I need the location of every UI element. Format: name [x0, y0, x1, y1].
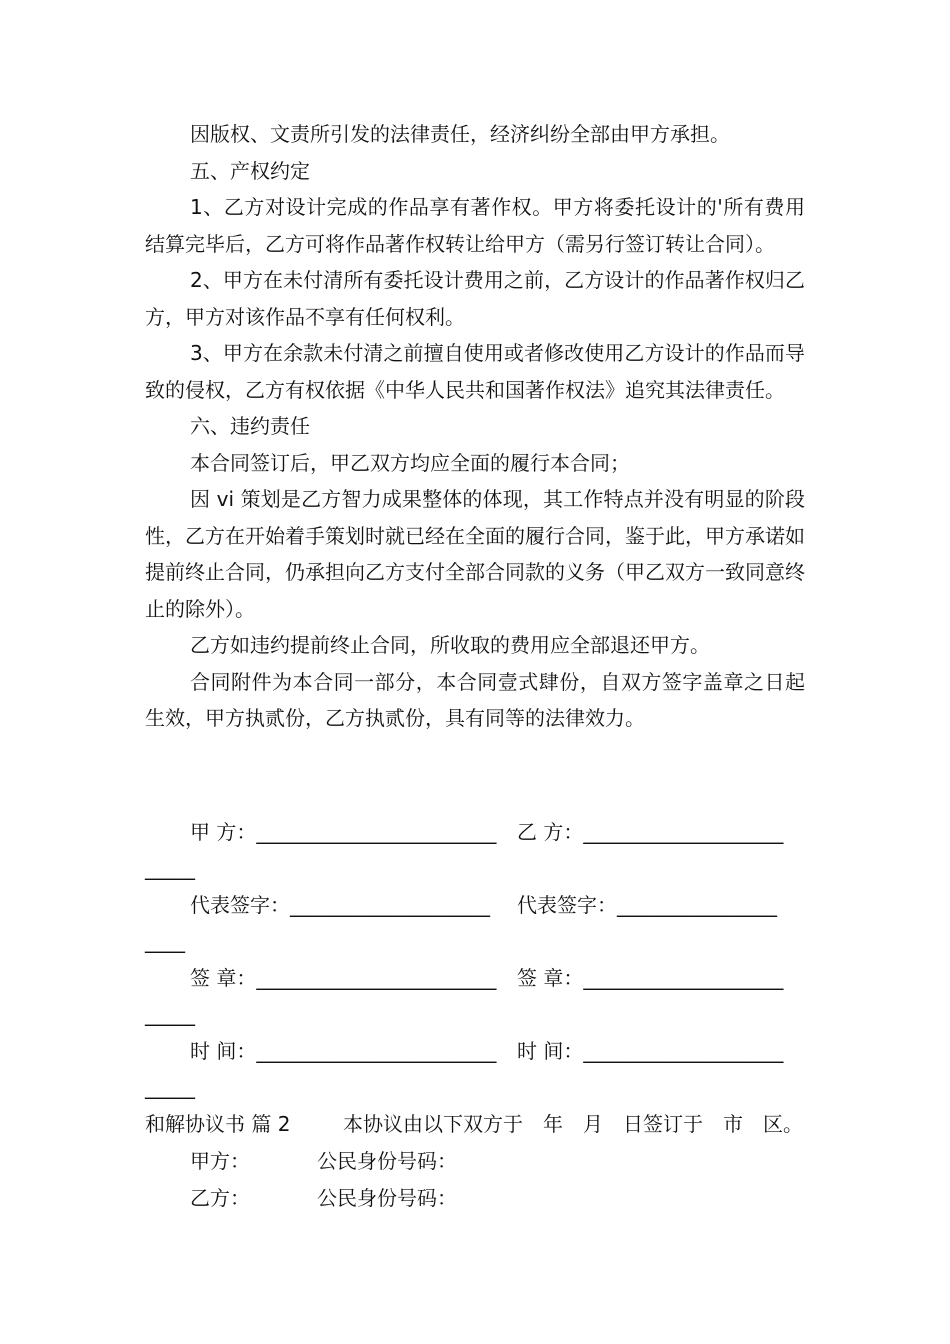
- party-b-id-label: 公民身份号码：: [317, 1186, 457, 1210]
- underline-continuation: _____: [145, 856, 195, 880]
- party-b-seal-field: 签 章：____________________: [517, 966, 784, 990]
- party-a-id-label: 公民身份号码：: [317, 1149, 457, 1173]
- party-a-field: 甲 方：________________________: [190, 820, 497, 844]
- signature-row-seal: [145, 960, 805, 1032]
- underline-continuation: ____: [145, 929, 185, 953]
- party-a-date-field: 时 间：________________________: [190, 1039, 497, 1063]
- paragraph: 合同附件为本合同一部分，本合同壹式肆份，自双方签字盖章之日起生效，甲方执贰份，乙方执贰份，具有同等的法律效力。: [145, 669, 805, 730]
- section-heading: 六、违约责任: [190, 414, 310, 438]
- party-b-representative-field: 代表签字：________________: [517, 893, 777, 917]
- party-b-date-field: 时 间：____________________: [517, 1039, 784, 1063]
- underline-continuation: _____: [145, 1002, 195, 1026]
- party-b-field: 乙 方：____________________: [517, 820, 784, 844]
- party-a-representative-field: 代表签字：____________________: [190, 893, 490, 917]
- party-a-label: 甲方：: [190, 1149, 250, 1173]
- paragraph: 1、乙方对设计完成的作品享有著作权。甲方将委托设计的'所有费用结算完毕后，乙方可将作品著作权转让给甲方（需另行签订转让合同）。: [145, 195, 805, 256]
- signature-row-date: [145, 1033, 805, 1105]
- party-a-seal-field: 签 章：________________________: [190, 966, 497, 990]
- agreement-heading: 和解协议书 篇 2: [145, 1112, 291, 1136]
- paragraph: 乙方如违约提前终止合同，所收取的费用应全部退还甲方。: [190, 633, 710, 657]
- agreement-section: [145, 1106, 825, 1216]
- paragraph: 3、甲方在余款未付清之前擅自使用或者修改使用乙方设计的作品而导致的侵权，乙方有权依据《中华人民共和国著作权法》追究其法律责任。: [145, 341, 805, 402]
- paragraph: 因 vi 策划是乙方智力成果整体的体现，其工作特点并没有明显的阶段性，乙方在开始着手策划时就已经在全面的履行合同，鉴于此，甲方承诺如提前终止合同，仍承担向乙方支付全部合同款的义务（甲乙双方一致同意终止的除外）。: [145, 487, 805, 621]
- paragraph: 本合同签订后，甲乙双方均应全面的履行本合同；: [190, 450, 630, 475]
- agreement-intro: 本协议由以下双方于 年 月 日签订于 市 区。: [343, 1112, 803, 1136]
- underline-continuation: _____: [145, 1075, 195, 1099]
- document-page: [145, 116, 805, 737]
- signature-row-party: [145, 814, 805, 886]
- paragraph: 2、甲方在未付清所有委托设计费用之前，乙方设计的作品著作权归乙方，甲方对该作品不享有任何权利。: [145, 268, 805, 329]
- section-heading: 五、产权约定: [190, 158, 310, 183]
- signature-row-representative: [145, 887, 805, 959]
- paragraph: 因版权、文责所引发的法律责任，经济纠纷全部由甲方承担。: [190, 122, 730, 146]
- party-b-label: 乙方：: [190, 1186, 250, 1210]
- signature-block: [145, 814, 805, 1104]
